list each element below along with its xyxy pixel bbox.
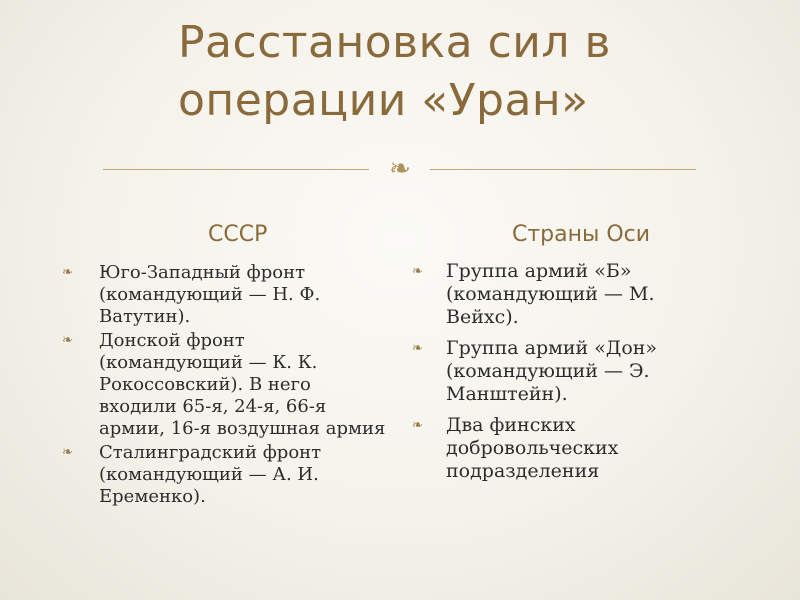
list-item-text: Группа армий «Б» (командующий — М. Вейхс). bbox=[446, 260, 655, 328]
axis-forces-list bbox=[412, 260, 722, 491]
list-item bbox=[412, 414, 722, 483]
slide-title-line-1: Расстановка сил в bbox=[178, 17, 611, 68]
list-item-text: Юго-Западный фронт (командующий — Н. Ф. Ватутин). bbox=[99, 262, 321, 327]
list-item-text: Два финских добровольческих подразделения bbox=[446, 414, 619, 482]
ussr-heading: СССР bbox=[208, 222, 268, 247]
list-item-text: Группа армий «Дон» (командующий — Э. Манштейн). bbox=[446, 337, 658, 405]
divider-line-left bbox=[103, 169, 369, 170]
fleuron-bullet-icon: ❧ bbox=[412, 264, 423, 279]
fleuron-bullet-icon: ❧ bbox=[62, 333, 73, 348]
title-divider bbox=[103, 154, 696, 184]
list-item bbox=[62, 442, 392, 508]
list-item bbox=[62, 330, 392, 440]
list-item bbox=[62, 262, 392, 328]
ussr-fronts-list bbox=[62, 262, 392, 510]
fleuron-icon: ❧ bbox=[389, 154, 411, 184]
fleuron-bullet-icon: ❧ bbox=[412, 341, 423, 356]
fleuron-bullet-icon: ❧ bbox=[412, 418, 423, 433]
slide-title bbox=[178, 14, 778, 130]
list-item-text: Донской фронт (командующий — К. К. Рокоссовский). В него входили 65-я, 24-я, 66-я армии, 16-я воздушная армия bbox=[99, 330, 386, 439]
fleuron-bullet-icon: ❧ bbox=[62, 445, 73, 460]
list-item-text: Сталинградский фронт (командующий — А. И. Еременко). bbox=[99, 442, 322, 507]
axis-heading: Страны Оси bbox=[512, 222, 651, 247]
list-item bbox=[412, 260, 722, 329]
fleuron-bullet-icon: ❧ bbox=[62, 265, 73, 280]
divider-line-right bbox=[430, 169, 696, 170]
slide-title-line-2: операции «Уран» bbox=[178, 75, 589, 126]
list-item bbox=[412, 337, 722, 406]
